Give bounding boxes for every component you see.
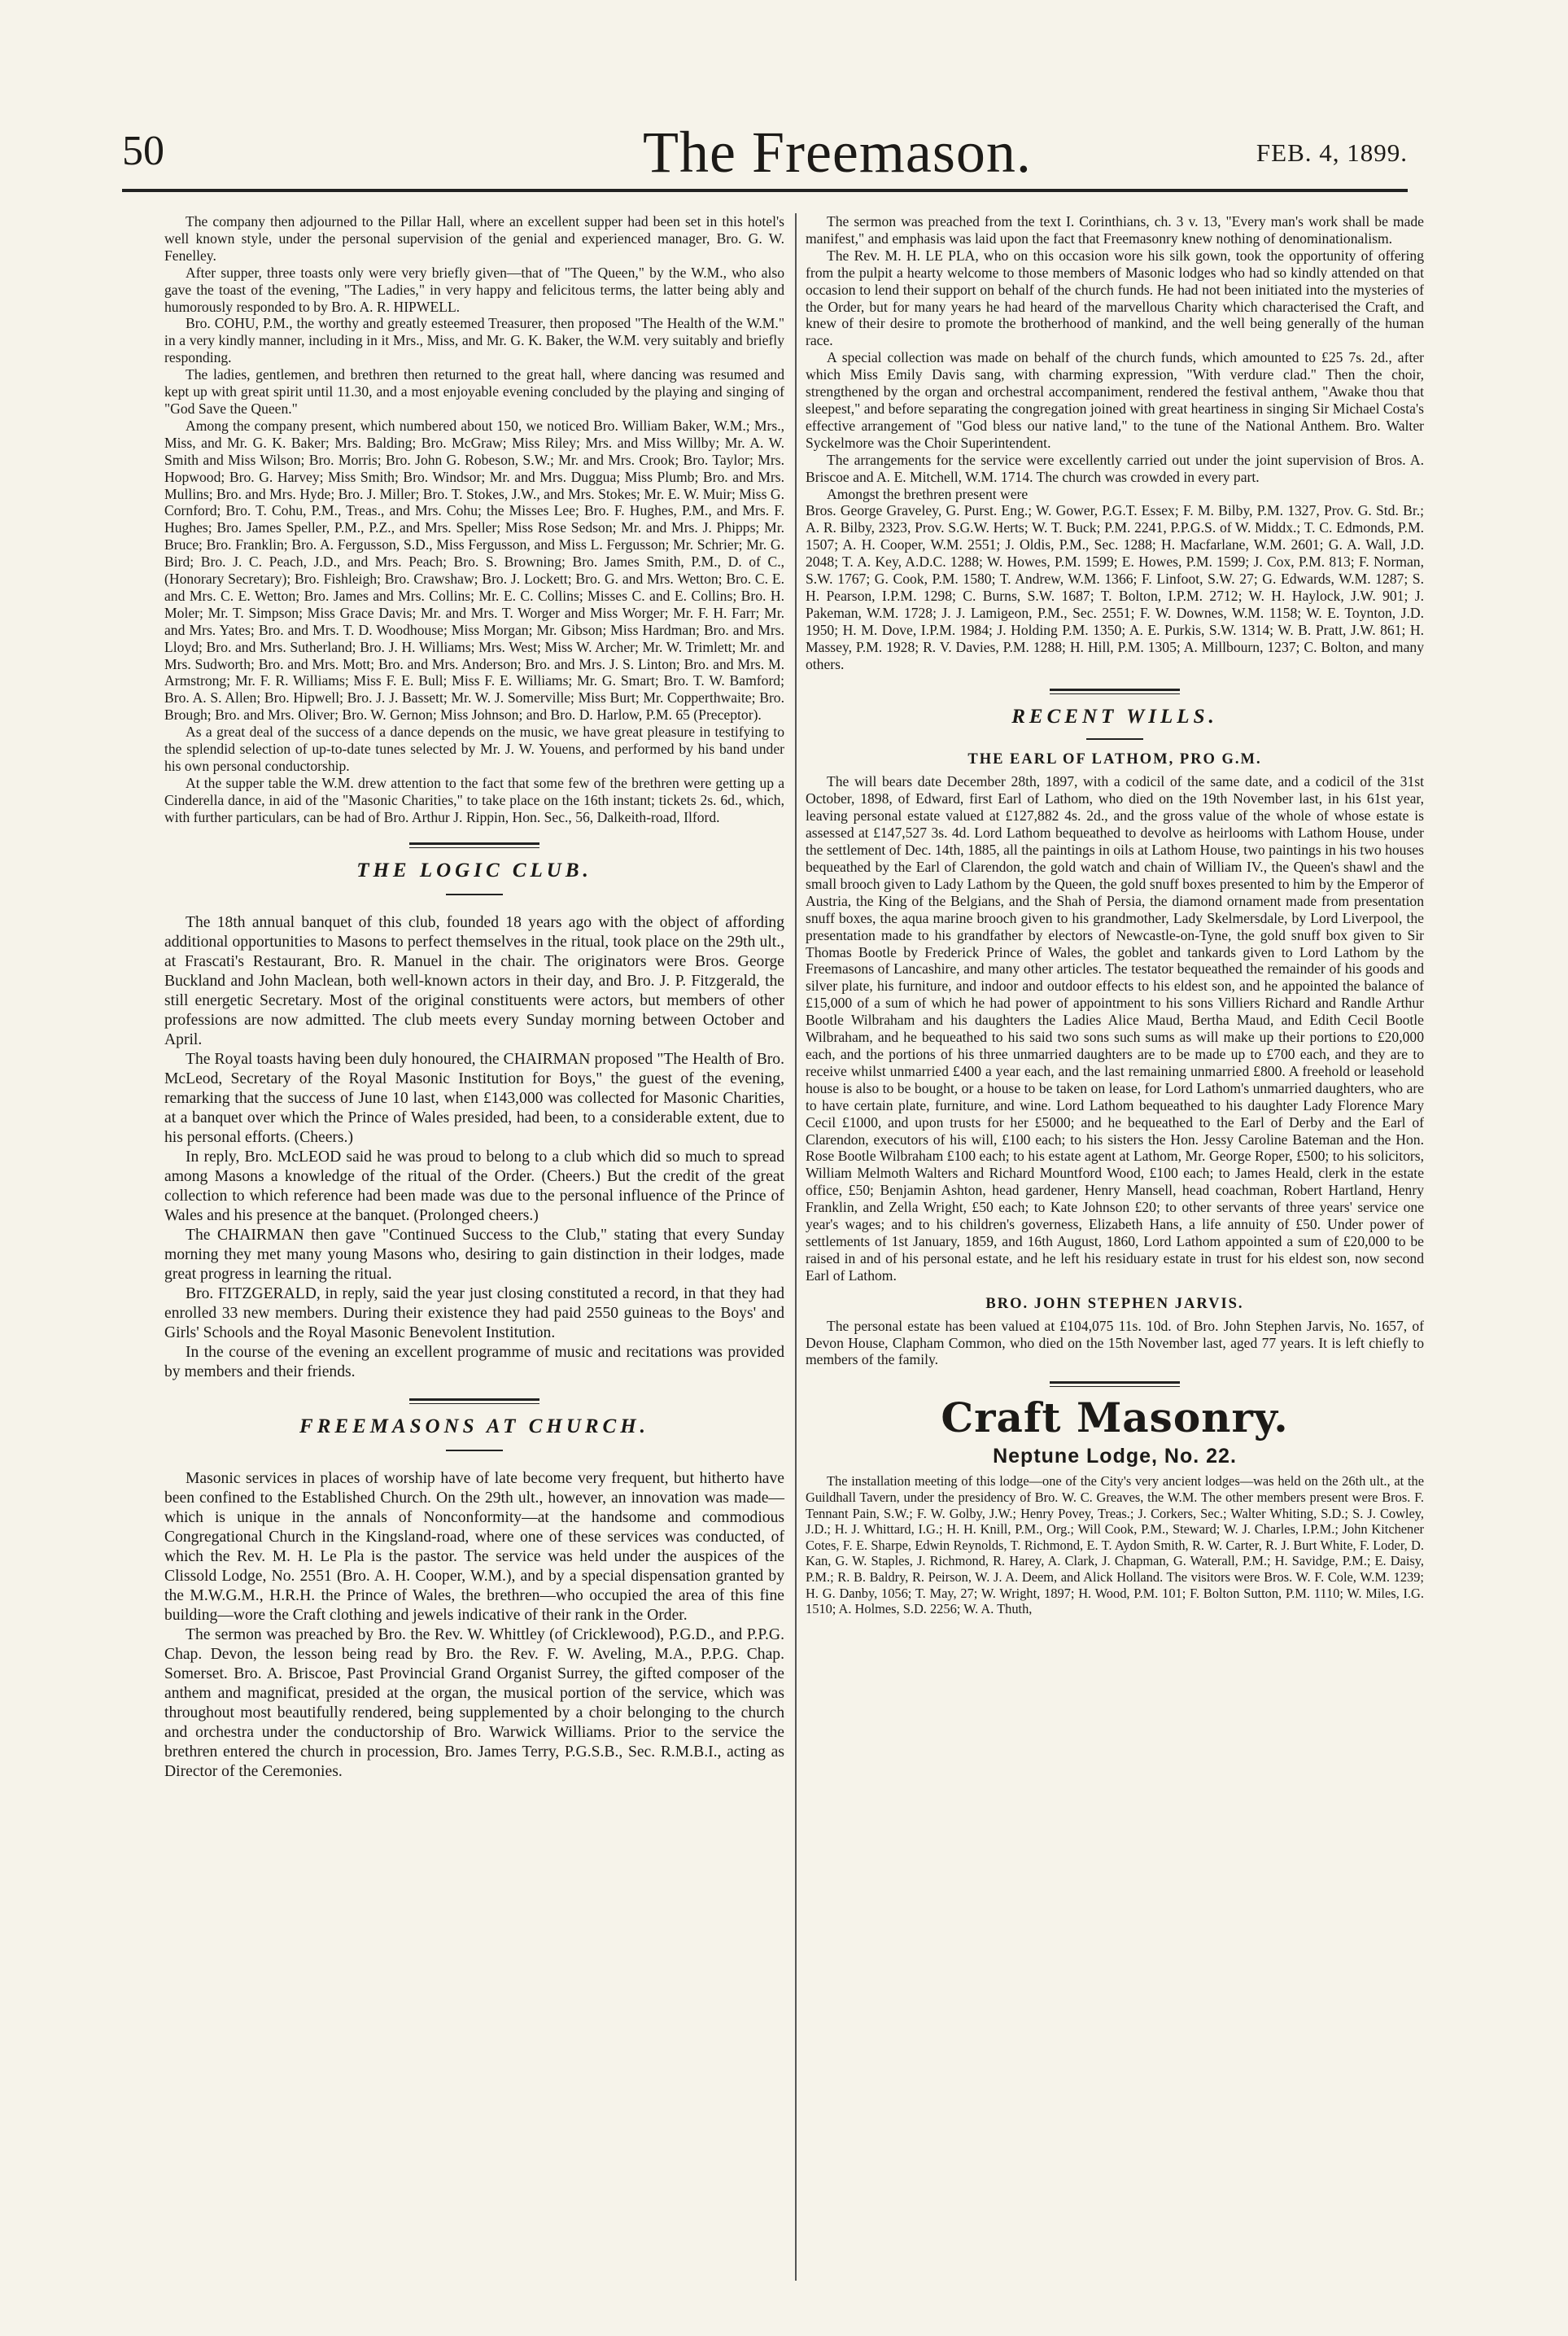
section-title-logic-club: THE LOGIC CLUB. (356, 859, 592, 881)
section-rule (1050, 689, 1180, 694)
issue-date: FEB. 4, 1899. (1256, 138, 1408, 167)
attendee-list: Among the company present, which numbered about 150, we noticed Bro. William Baker, W.M.; Mrs., Miss, and Mr. G. K. Baker; Mrs. Balding; Bro. McGraw; Miss Riley; Mrs. and Miss Willby; Mr. A. W. Smith and Miss Wilson; Bro. Morris; Bro. John G. Robeson, S.W.; Mr. and Mrs. Crook; Bro. Taylor; Mrs. Hopwood; Bro. G. Harvey; Miss Smith; Bro. Windsor; Mr. and Mrs. Duggua; Miss Plumb; Bro. and Mrs. Mullins; Bro. and Mrs. Hyde; Bro. J. Miller; Bro. T. Stokes, J.W., and Mrs. Stokes; Mr. E. W. Muir; Miss G. Cornford; Bro. T. Cohu, P.M., Treas., and Mrs. Cohu; the Misses Lee; Bro. F. Hughes, P.M., and Mrs. F. Hughes; Bro. James Speller, P.M., P.Z., and Mrs. Speller; Miss Rose Sedson; Mr. and Mrs. J. Phipps; Mr. Bruce; Bro. Franklin; Bro. A. Fergusson, S.D., Miss Fergusson, and Miss L. Fergusson; Mr. Schrier; Mr. G. Bird; Bro. J. C. Peach, J.D., and Mrs. Peach; Bro. S. Browning; Bro. James Smith, P.M., D. of C., (Honorary Secretary); Bro. Fishleigh; Bro. Crawshaw; Bro. J. Lockett; Bro. G. and Mrs. Wetton; Bro. C. E. and Mrs. C. E. Wetton; Bro. James and Mrs. Collins; Mr. E. C. Collins; Misses C. and E. Collins; Bro. H. Moler; Mr. T. Simpson; Miss Grace Davis; Mr. and Mrs. T. Worger and Miss Worger; Mr. F. H. Farr; Mr. and Mrs. Yates; Bro. and Mrs. T. D. Woodhouse; Miss Morgan; Mr. Gibson; Miss Hardman; Bro. and Mrs. Lloyd; Bro. and Mrs. Sutherland; Bro. J. H. Williams; Mrs. West; Miss W. Archer; Mr. W. Trimlett; Mr. and Mrs. Sudworth; Bro. and Mrs. Mott; Bro. and Mrs. Anderson; Bro. and Mrs. J. S. Linton; Bro. and Mrs. M. Armstrong; Mr. F. R. Williams; Miss F. E. Bull; Miss F. E. Williams; Mr. G. Smart; Bro. T. W. Bamford; Bro. A. S. Allen; Bro. Hipwell; Bro. J. J. Bassett; Mr. W. J. Somerville; Miss Burt; Mr. Copperthwaite; Bro. Brough; Bro. and Mrs. Oliver; Bro. W. Gernon; Miss Johnson; and Bro. D. Harlow, P.M. 65 (Preceptor). (164, 417, 784, 724)
lodge-heading: Neptune Lodge, No. 22. (993, 1445, 1237, 1468)
paragraph: As a great deal of the success of a dance depends on the music, we have great pleasure in testifying to the splendid selection of up-to-date tunes selected by Mr. J. W. Youens, and performed by his band under his own personal conductorship. (164, 724, 784, 774)
paragraph: Bro. FITZGERALD, in reply, said the year just closing constituted a record, in that they had enrolled 33 new members. During their existence they had paid 2550 guineas to the Boys' and Girls' Schools and the Royal Masonic Benevolent Institution. (164, 1284, 784, 1341)
will-heading-lathom: THE EARL OF LATHOM, PRO G.M. (967, 751, 1262, 768)
section-title-craft-masonry: Craft Masonry. (941, 1393, 1289, 1442)
paragraph: In the course of the evening an excellent programme of music and recitations was provided by members and their friends. (164, 1343, 784, 1380)
paragraph: The Royal toasts having been duly honoured, the CHAIRMAN proposed "The Health of Bro. McLeod, Secretary of the Royal Masonic Institution for Boys," the guest of the evening, remarking that the success of June 10 last, when £143,000 was collected for Masonic Charities, at a banquet over which the Prince of Wales presided, had been, to a considerable extent, due to his personal efforts. (Cheers.) (164, 1050, 784, 1146)
section-title-recent-wills: RECENT WILLS. (1011, 706, 1218, 728)
paragraph: In reply, Bro. McLEOD said he was proud to belong to a club which did so much to spread among Masons a knowledge of the ritual of the Order. (Cheers.) But the credit of the great collection to which reference had been made was due to the personal influence of the Prince of Wales and his presence at the banquet. (Prolonged cheers.) (164, 1148, 784, 1224)
paragraph: The CHAIRMAN then gave "Continued Success to the Club," stating that every Sunday morning they met many young Masons who, desiring to gain distinction in their lodges, made great progress in learning the ritual. (164, 1226, 784, 1283)
masthead-rule (122, 189, 1408, 192)
paragraph: Masonic services in places of worship have of late become very frequent, but hitherto have been confined to the Established Church. On the 29th ult., however, an innovation was made—which is unique in the annals of Nonconformity—at the handsome and commodious Congregational Church in the Kingsland-road, where one of these services was conducted, of which the Rev. M. H. Le Pla is the pastor. The service was held under the auspices of the Clissold Lodge, No. 2551 (Bro. A. H. Cooper, W.M.), and by a special dispensation granted by the M.W.G.M., H.R.H. the Prince of Wales, the brethren—who occupied the area of this fine building—wore the Craft clothing and jewels indicative of their rank in the Order. (164, 1469, 784, 1624)
newspaper-title: The Freemason. (643, 120, 1032, 185)
section-rule (409, 1398, 539, 1404)
paragraph: Amongst the brethren present were (827, 485, 1029, 502)
left-column (164, 213, 784, 1782)
brethren-list: Bros. George Graveley, G. Purst. Eng.; W. Gower, P.G.T. Essex; F. M. Bilby, P.M. 1327, Prov. G. Std. Br.; A. R. Bilby, 2323, Prov. S.G.W. Herts; W. T. Buck; P.M. 2241, P.P.G.S. of W. Middx.; T. C. Edmonds, P.M. 1507; A. H. Cooper, W.M. 2551; J. Oldis, P.M., Sec. 1288; H. Macfarlane, W.M. 2601; G. A. Wall, J.D. 2048; T. A. Key, A.D.C. 1288; W. Howes, P.M. 1599; E. Howes, P.M. 1599; J. Cox, P.M. 813; F. Norman, S.W. 1767; G. Cook, P.M. 1580; T. Andrew, W.M. 1366; F. Linfoot, S.W. 27; G. Edwards, W.M. 1287; S. H. Pearson, I.P.M. 1298; C. Burns, S.W. 1687; T. Bolton, I.P.M. 2712; W. H. Haylock, J.W. 901; J. Pakeman, W.M. 1728; J. J. Lamigeon, P.M., Sec. 2551; F. W. Downes, W.M. 1158; W. E. Toynton, J.D. 1950; H. M. Dove, I.P.M. 1984; J. Holding P.M. 1350; A. E. Purkis, S.W. 1314; W. B. Pratt, J.W. 861; H. Massey, P.M. 1928; R. V. Davies, P.M. 1288; H. Hill, P.M. 1305; A. Millbourn, 1237; C. Bolton, and many others. (806, 502, 1424, 672)
paragraph: The installation meeting of this lodge—one of the City's very ancient lodges—was held on the 26th ult., at the Guildhall Tavern, under the presidency of Bro. W. C. Greaves, the W.M. The other members present were Bros. F. Tennant Pain, S.W.; F. W. Golby, J.W.; Henry Povey, Treas.; J. Corkers, Sec.; Walter Whiting, S.D.; S. J. Cowley, J.D.; H. J. Whittard, I.G.; H. H. Knill, P.M., Org.; Will Cook, P.M., Steward; W. J. Charles, I.P.M.; John Kitchener Cotes, F. E. Sharpe, Edwin Reynolds, T. Richmond, E. T. Aydon Smith, R. W. Carter, R. J. Burt White, F. Loder, D. Kan, G. W. Staples, J. Richmond, R. Harey, A. Clark, J. Chapman, G. Waterall, P.M.; H. Savidge, P.M.; E. Daisy, P.M.; R. B. Baldry, R. Peirson, W. J. A. Deem, and Alick Holland. The visitors were Bros. W. F. Cole, W.M. 1239; H. G. Danby, 1056; T. May, 27; W. Wright, 1897; H. Wood, P.M. 101; F. Bolton Sutton, P.M. 1110; W. Miles, I.G. 1510; A. Holmes, S.D. 2256; W. A. Thuth, (806, 1473, 1424, 1617)
paragraph: At the supper table the W.M. drew attention to the fact that some few of the brethren were getting up a Cinderella dance, in aid of the "Masonic Charities," to take place on the 16th instant; tickets 2s. 6d., which, with further particulars, can be had of Bro. Arthur J. Rippin, Hon. Sec., 56, Dalkeith-road, Ilford. (164, 774, 784, 825)
paragraph: The company then adjourned to the Pillar Hall, where an excellent supper had been set in this hotel's well known style, under the personal supervision of the genial and experienced manager, Bro. G. W. Fenelley. (164, 213, 784, 264)
section-rule (1050, 1381, 1180, 1387)
paragraph: Bro. COHU, P.M., the worthy and greatly esteemed Treasurer, then proposed "The Health of the W.M." in a very kindly manner, including in it Mrs., Miss, and Mr. G. K. Baker, the W.M. very suitably and briefly responding. (164, 315, 784, 366)
paragraph: A special collection was made on behalf of the church funds, which amounted to £25 7s. 2d., after which Miss Emily Davis sang, with charming expression, "With verdure clad." Then the choir, strengthened by the organ and orchestral accompaniment, rendered the festival anthem, "Awake thou that sleepest," and before separating the congregation joined with great heartiness in singing Sir Michael Costa's effective arrangement of "God bless our native land," to the tune of the National Anthem. Bro. Walter Syckelmore was the Choir Superintendent. (806, 349, 1424, 451)
column-divider (795, 213, 797, 2281)
paragraph: The will bears date December 28th, 1897, with a codicil of the same date, and a codicil of the 31st October, 1898, of Edward, first Earl of Lathom, who died on the 19th November last, in his 61st year, leaving personal estate valued at £127,882 4s. 2d., and the gross value of the whole of whose estate is assessed at £147,527 3s. 4d. Lord Lathom bequeathed to devolve as heirlooms with Lathom House, under the settlement of Dec. 14th, 1885, all the paintings in oils at Lathom House, two paintings in his two houses bequeathed by the Earl of Clarendon, the gold watch and chain of William IV., the Queen's shawl and the small brooch given to Lady Lathom by the Queen, the gold snuff boxes presented to him by the Emperor of Austria, the King of the Belgians, and the Shah of Persia, the diamond ornament made from presentation snuff boxes, the aqua marine brooch given to his grandmother, Lady Skelmersdale, by Lord Liverpool, the presentation made to his grandfather by electors of Newcastle-on-Tyne, the gold snuff box given to Sir Thomas Bootle by Frederick Prince of Wales, the goblet and tankards given to Lord Lathom by the Freemasons of Lancashire, and many other articles. The testator bequeathed the remainder of his goods and silver plate, his furniture, and indoor and outdoor effects to his eldest son, and he appointed the balance of £15,000 of a sum of which he had power of appointment to his sons Villiers Richard and Randle Arthur Bootle Wilbraham and his daughters the Ladies Alice Maud, Bertha Maud, and Edith Cecil Bootle Wilbraham, and he bequeathed to his said two sons such sums as will make up their portions to £20,000 each, and the portions of his three unmarried daughters are to be made up to £700 each, and they are to receive whilst unmarried £400 a year each, and the last remaining unmarried £800. A freehold or leasehold house is also to be bought, or a house to be taken on lease, for Lord Lathom's unmarried daughters, who are to have certain plate, furniture, and wine. Lord Lathom bequeathed to his daughter Lady Florence Mary Cecil £1000, and upon trusts for her £5000; and he bequeathed to the Earl of Derby and the Earl of Clarendon, executors of his will, £100 each; to his sisters the Hon. Jessy Caroline Bateman and the Hon. Rose Bootle Wilbraham £100 each; to his estate agent at Lathom, Mr. George Roper, £500; to his solicitors, William Melmoth Walters and Richard Mountford Wood, £100 each; to James Heald, clerk in the estate office, £50; Benjamin Ashton, head gardener, Henry Mansell, head coachman, Robert Hartland, Henry Franklin, and Zella Wright, £50 each; to Kate Johnson £20; to other servants of three years' service one year's wages; and to his children's governess, Elizabeth Hans, a life annuity of £50. Under power of settlements of 1st January, 1859, and 16th August, 1860, Lord Lathom appointed a sum of £20,000 to be raised in and of his personal estate, and he left his residuary estate in trust for his eldest son, now second Earl of Lathom. (806, 773, 1424, 1284)
paragraph: The personal estate has been valued at £104,075 11s. 10d. of Bro. John Stephen Jarvis, No. 1657, of Devon House, Clapham Common, who died on the 15th November last, aged 77 years. It is left chiefly to members of the family. (806, 1317, 1424, 1368)
section-title-freemasons-church: FREEMASONS AT CHURCH. (299, 1415, 649, 1437)
paragraph: The 18th annual banquet of this club, founded 18 years ago with the object of affording additional opportunities to Masons to perfect themselves in the ritual, took place on the 29th ult., at Frascati's Restaurant, Bro. R. Manuel in the chair. The originators were Bros. George Buckland and John Maclean, both well-known actors in their day, and Bro. J. P. Fitzgerald, the still energetic Secretary. Most of the original constituents were actors, but members of other professions are now admitted. The club meets every Sunday morning between October and April. (164, 913, 784, 1048)
paragraph: The sermon was preached by Bro. the Rev. W. Whittley (of Cricklewood), P.G.D., and P.P.G. Chap. Devon, the lesson being read by Bro. the Rev. F. W. Aveling, M.A., P.P.G. Chap. Somerset. Bro. A. Briscoe, Past Provincial Grand Organist Surrey, the gifted composer of the anthem and magnificat, presided at the organ, the musical portion of the service, which was throughout most beautifully rendered, being supplemented by a choir belonging to the church and orchestra under the conductorship of Bro. Warwick Williams. Prior to the service the brethren entered the church in procession, Bro. James Terry, P.G.S.B., Sec. R.M.B.I., acting as Director of the Ceremonies. (164, 1625, 784, 1780)
masthead (122, 119, 1408, 194)
section-rule (409, 842, 539, 848)
paragraph: The Rev. M. H. LE PLA, who on this occasion wore his silk gown, took the opportunity of offering from the pulpit a hearty welcome to those members of Masonic lodges who had so kindly attended on that occasion to lend their support on behalf of the church funds. He had not been initiated into the mysteries of the Order, but for many years he had heard of the marvellous Charity which characterised the Craft, and knew of their desire to promote the brotherhood of mankind, and the well being generally of the human race. (806, 247, 1424, 349)
paragraph: The sermon was preached from the text I. Corinthians, ch. 3 v. 13, "Every man's work shall be made manifest," and emphasis was laid upon the fact that Freemasonry knew nothing of denominationalism. (806, 213, 1424, 247)
paragraph: The ladies, gentlemen, and brethren then returned to the great hall, where dancing was resumed and kept up with great spirit until 11.30, and a most enjoyable evening concluded by the playing and singing of "God Save the Queen." (164, 366, 784, 417)
paragraph: After supper, three toasts only were very briefly given—that of "The Queen," by the W.M., who also gave the toast of the evening, "The Ladies," in very happy and felicitous terms, the latter being ably and humorously responded to by Bro. A. R. HIPWELL. (164, 264, 784, 315)
page-number: 50 (122, 128, 164, 174)
right-column (806, 213, 1424, 1617)
will-heading-jarvis: BRO. JOHN STEPHEN JARVIS. (985, 1295, 1244, 1312)
paragraph: The arrangements for the service were excellently carried out under the joint supervision of Bros. A. Briscoe and A. E. Mitchell, W.M. 1714. The church was crowded in every part. (806, 451, 1424, 485)
